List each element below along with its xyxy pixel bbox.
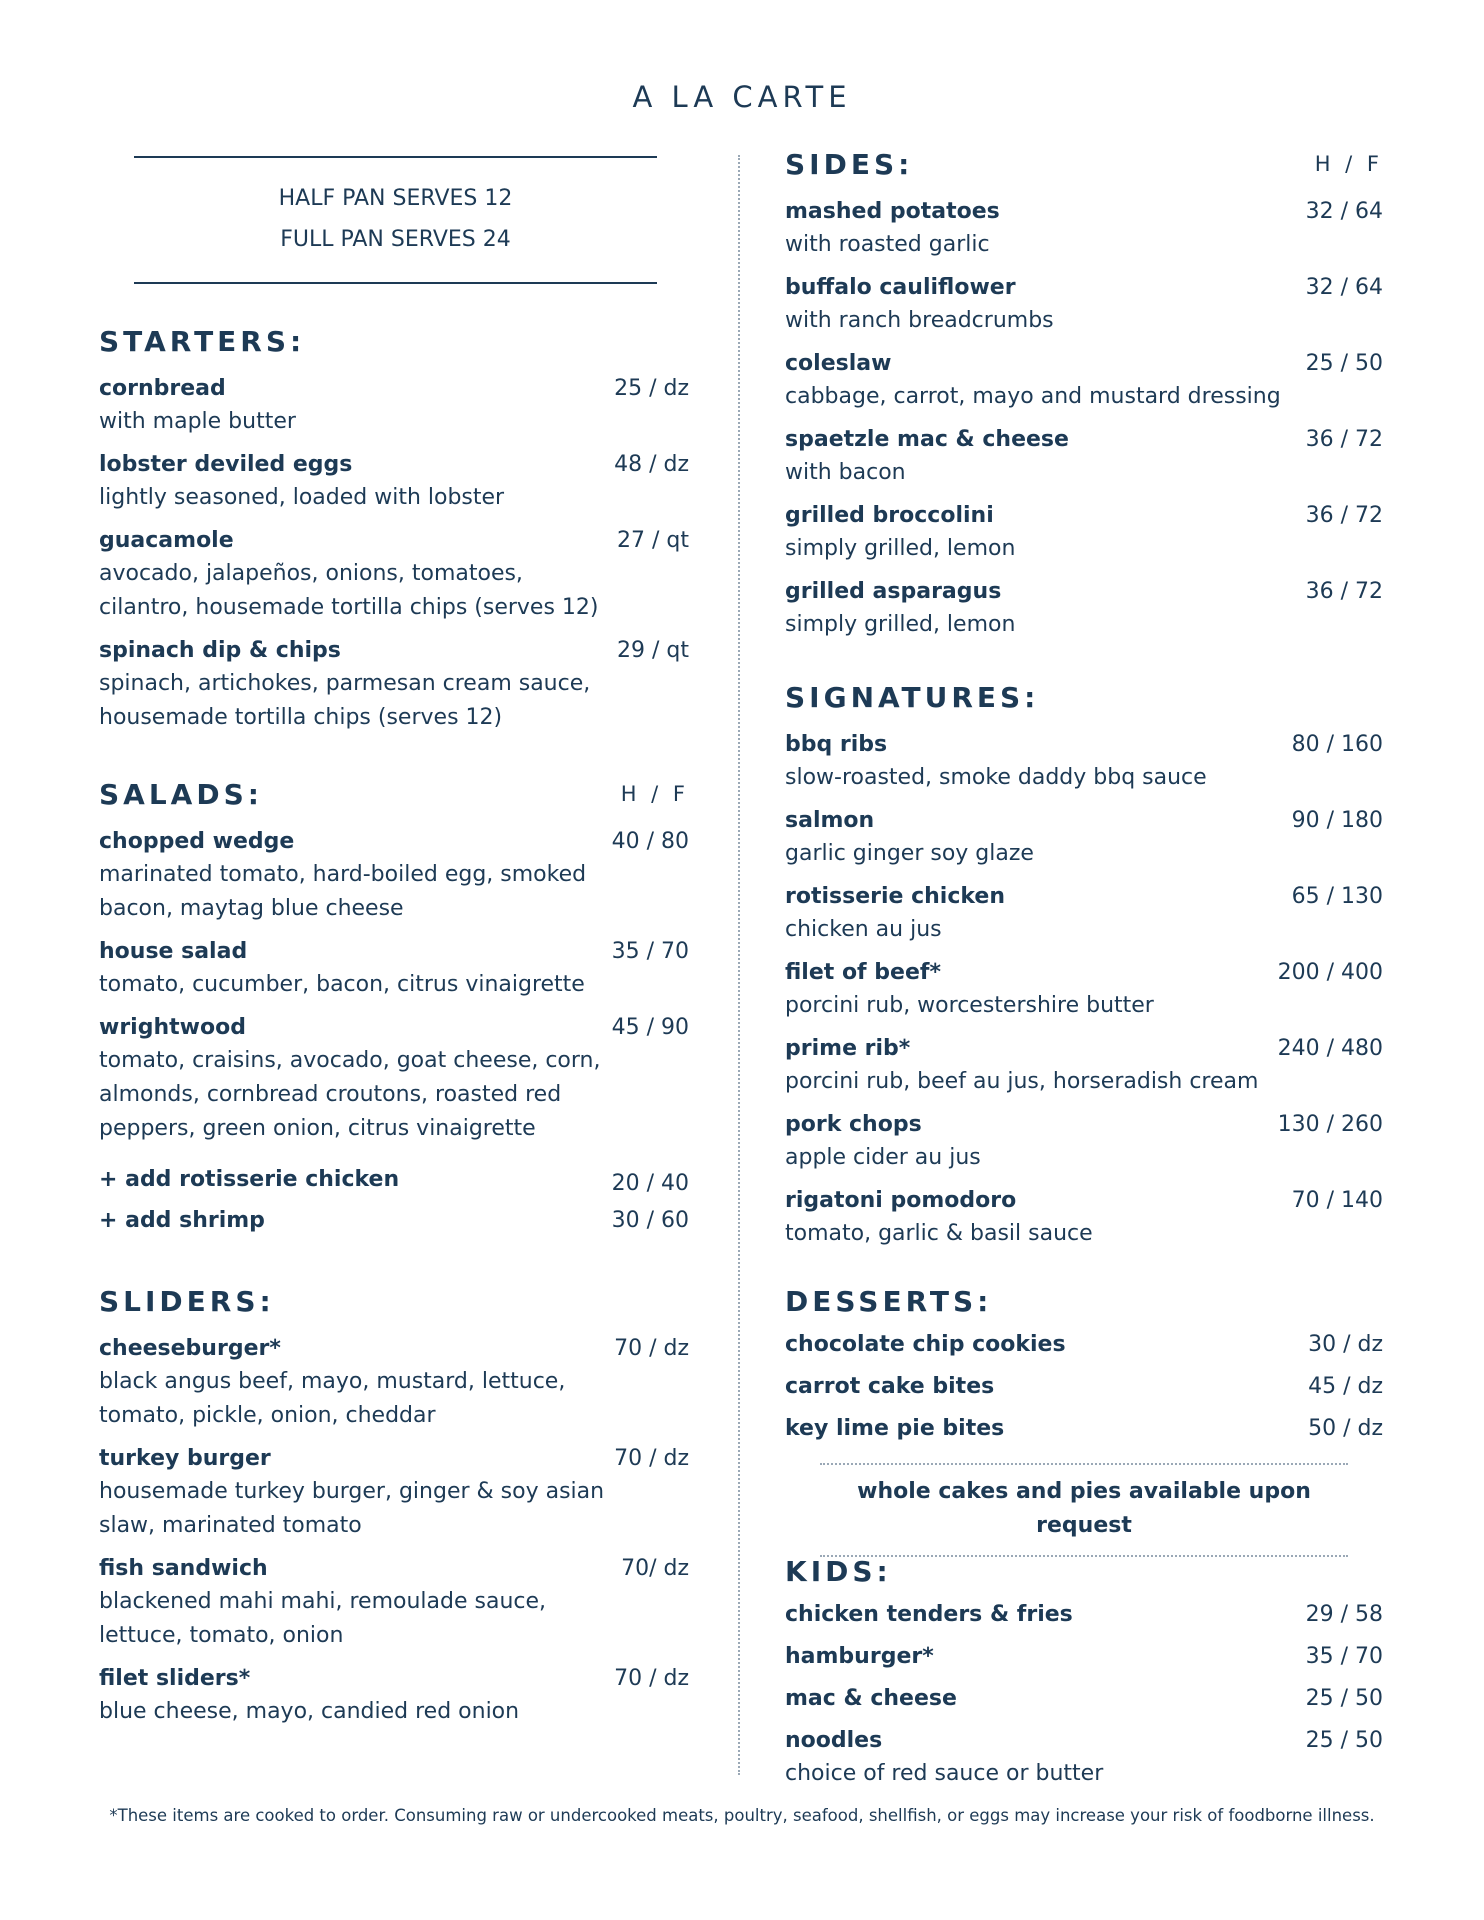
full-pan-serves: FULL PAN SERVES 24 (280, 227, 511, 252)
menu-item (99, 1443, 689, 1543)
menu-item (99, 1553, 689, 1653)
item-name: carrot cake bites (785, 1374, 995, 1399)
item-name: cornbread (99, 376, 226, 401)
item-price: 65 / 130 (1291, 884, 1383, 909)
item-name: wrightwood (99, 1015, 246, 1040)
sides-header (785, 148, 1383, 186)
page-title: A LA CARTE (632, 80, 852, 114)
item-price: 90 / 180 (1291, 808, 1383, 833)
signatures-section (785, 681, 1383, 1251)
item-price: 25 / 50 (1305, 1728, 1383, 1753)
item-desc: simply grilled, lemon (785, 612, 1016, 637)
menu-item (99, 1333, 689, 1433)
item-desc: choice of red sauce or butter (785, 1761, 1104, 1786)
item-price: 29 / 58 (1305, 1602, 1383, 1627)
menu-item (99, 373, 689, 439)
item-name: grilled asparagus (785, 579, 1002, 604)
item-price: 70 / dz (614, 1666, 689, 1691)
item-price: 48 / dz (614, 452, 689, 477)
item-price: 80 / 160 (1291, 732, 1383, 757)
sliders-header (99, 1285, 689, 1323)
item-name: coleslaw (785, 351, 892, 376)
section-title: SIGNATURES: (785, 681, 1040, 714)
item-name: hamburger* (785, 1644, 934, 1669)
addon-price: 20 / 40 (611, 1171, 689, 1196)
menu-item (99, 1663, 689, 1729)
section-title: SLIDERS: (99, 1285, 275, 1318)
section-title: SIDES: (785, 148, 914, 181)
item-desc: chicken au jus (785, 917, 942, 942)
item-desc: blackened mahi mahi, remoulade sauce, lettuce, tomato, onion (99, 1589, 547, 1648)
item-price: 35 / 70 (1305, 1644, 1383, 1669)
item-desc: with ranch breadcrumbs (785, 308, 1054, 333)
item-name: grilled broccolini (785, 503, 994, 528)
menu-item (785, 1033, 1383, 1099)
item-price: 35 / 70 (611, 939, 689, 964)
item-price: 25 / dz (614, 376, 689, 401)
item-desc: housemade turkey burger, ginger & soy asian slaw, marinated tomato (99, 1479, 605, 1538)
item-desc: avocado, jalapeños, onions, tomatoes, cilantro, housemade tortilla chips (serves 12) (99, 561, 599, 620)
menu-item (785, 272, 1383, 338)
item-name: key lime pie bites (785, 1416, 1005, 1441)
item-desc: blue cheese, mayo, candied red onion (99, 1699, 520, 1724)
item-name: chicken tenders & fries (785, 1602, 1073, 1627)
item-name: prime rib* (785, 1036, 911, 1061)
footnote: *These items are cooked to order. Consuming raw or undercooked meats, poultry, seafood, shellfish, or eggs may increase your risk of foodborne illness. (109, 1806, 1375, 1825)
item-name: guacamole (99, 528, 234, 553)
menu-item (785, 1641, 1383, 1673)
menu-item (99, 1012, 689, 1146)
item-name: filet of beef* (785, 960, 941, 985)
item-price: 36 / 72 (1305, 579, 1383, 604)
item-name: house salad (99, 939, 248, 964)
item-price: 45 / dz (1308, 1374, 1383, 1399)
item-name: cheeseburger* (99, 1336, 281, 1361)
item-name: mac & cheese (785, 1686, 957, 1711)
signatures-header (785, 681, 1383, 719)
item-desc: apple cider au jus (785, 1145, 981, 1170)
menu-item (785, 348, 1383, 414)
item-desc: tomato, craisins, avocado, goat cheese, corn, almonds, cornbread croutons, roasted red peppers, green onion, citrus vinaigrette (99, 1048, 601, 1141)
item-name: bbq ribs (785, 732, 888, 757)
item-price: 70 / dz (614, 1336, 689, 1361)
menu-item (785, 576, 1383, 642)
dessert-note: whole cakes and pies available upon request (820, 1463, 1348, 1557)
item-desc: porcini rub, beef au jus, horseradish cream (785, 1069, 1259, 1094)
menu-item (785, 881, 1383, 947)
menu-item (785, 1109, 1383, 1175)
item-name: noodles (785, 1728, 883, 1753)
menu-item (785, 1185, 1383, 1251)
item-price: 25 / 50 (1305, 351, 1383, 376)
section-title: KIDS: (785, 1555, 892, 1588)
addon-price: 30 / 60 (611, 1208, 689, 1233)
menu-item (785, 1725, 1383, 1791)
item-desc: with roasted garlic (785, 232, 990, 257)
serves-box (134, 156, 657, 284)
menu-item (785, 1599, 1383, 1631)
item-price: 130 / 260 (1277, 1112, 1383, 1137)
half-full-label: H / F (620, 782, 689, 806)
item-name: fish sandwich (99, 1556, 268, 1581)
item-price: 25 / 50 (1305, 1686, 1383, 1711)
menu-item (785, 424, 1383, 490)
addon-item (99, 1164, 689, 1205)
salads-header (99, 778, 689, 816)
item-price: 27 / qt (617, 528, 689, 553)
item-desc: slow-roasted, smoke daddy bbq sauce (785, 765, 1207, 790)
item-desc: marinated tomato, hard-boiled egg, smoked bacon, maytag blue cheese (99, 862, 587, 921)
item-name: chocolate chip cookies (785, 1332, 1066, 1357)
item-name: mashed potatoes (785, 199, 1000, 224)
item-name: rotisserie chicken (785, 884, 1006, 909)
section-title: STARTERS: (99, 325, 306, 358)
item-price: 32 / 64 (1305, 275, 1383, 300)
item-name: filet sliders* (99, 1666, 251, 1691)
menu-item (785, 1329, 1383, 1361)
item-desc: simply grilled, lemon (785, 536, 1016, 561)
item-desc: tomato, garlic & basil sauce (785, 1221, 1093, 1246)
menu-item (99, 635, 689, 735)
menu-item (785, 1683, 1383, 1715)
menu-item (785, 957, 1383, 1023)
item-name: spaetzle mac & cheese (785, 427, 1069, 452)
menu-item (785, 1371, 1383, 1403)
menu-item (785, 196, 1383, 262)
menu-item (99, 525, 689, 625)
item-price: 30 / dz (1308, 1332, 1383, 1357)
starters-header (99, 325, 689, 363)
addon-name: + add shrimp (99, 1208, 265, 1233)
item-price: 200 / 400 (1277, 960, 1383, 985)
starters-section (99, 325, 689, 735)
item-price: 32 / 64 (1305, 199, 1383, 224)
addon-name: + add rotisserie chicken (99, 1167, 400, 1192)
item-price: 36 / 72 (1305, 503, 1383, 528)
item-price: 29 / qt (617, 638, 689, 663)
item-name: buffalo cauliflower (785, 275, 1016, 300)
menu-item (99, 936, 689, 1002)
item-name: rigatoni pomodoro (785, 1188, 1017, 1213)
item-name: chopped wedge (99, 829, 295, 854)
section-title: DESSERTS: (785, 1285, 993, 1318)
item-desc: garlic ginger soy glaze (785, 841, 1034, 866)
addon-item (99, 1205, 689, 1246)
item-price: 40 / 80 (611, 829, 689, 854)
kids-section (785, 1555, 1383, 1791)
item-price: 240 / 480 (1277, 1036, 1383, 1061)
item-desc: with maple butter (99, 409, 296, 434)
salads-section (99, 778, 689, 1246)
half-full-label: H / F (1314, 152, 1383, 176)
item-name: turkey burger (99, 1446, 271, 1471)
sides-section (785, 148, 1383, 642)
item-name: lobster deviled eggs (99, 452, 353, 477)
menu-item (785, 1413, 1383, 1445)
item-name: pork chops (785, 1112, 922, 1137)
item-desc: porcini rub, worcestershire butter (785, 993, 1154, 1018)
item-price: 45 / 90 (611, 1015, 689, 1040)
section-title: SALADS: (99, 778, 263, 811)
item-desc: black angus beef, mayo, mustard, lettuce, tomato, pickle, onion, cheddar (99, 1369, 566, 1428)
menu-item (785, 805, 1383, 871)
menu-item (99, 826, 689, 926)
half-pan-serves: HALF PAN SERVES 12 (278, 186, 513, 211)
kids-header (785, 1555, 1383, 1593)
item-price: 50 / dz (1308, 1416, 1383, 1441)
item-price: 70/ dz (621, 1556, 689, 1581)
desserts-section (785, 1285, 1383, 1557)
item-desc: spinach, artichokes, parmesan cream sauce, housemade tortilla chips (serves 12) (99, 671, 591, 730)
item-price: 70 / 140 (1291, 1188, 1383, 1213)
item-desc: cabbage, carrot, mayo and mustard dressing (785, 384, 1281, 409)
sliders-section (99, 1285, 689, 1729)
item-price: 36 / 72 (1305, 427, 1383, 452)
item-desc: lightly seasoned, loaded with lobster (99, 485, 505, 510)
item-price: 70 / dz (614, 1446, 689, 1471)
item-name: salmon (785, 808, 875, 833)
menu-item (785, 729, 1383, 795)
desserts-header (785, 1285, 1383, 1323)
column-divider (738, 155, 740, 1775)
menu-item (785, 500, 1383, 566)
menu-item (99, 449, 689, 515)
item-name: spinach dip & chips (99, 638, 341, 663)
item-desc: tomato, cucumber, bacon, citrus vinaigrette (99, 972, 585, 997)
item-desc: with bacon (785, 460, 906, 485)
